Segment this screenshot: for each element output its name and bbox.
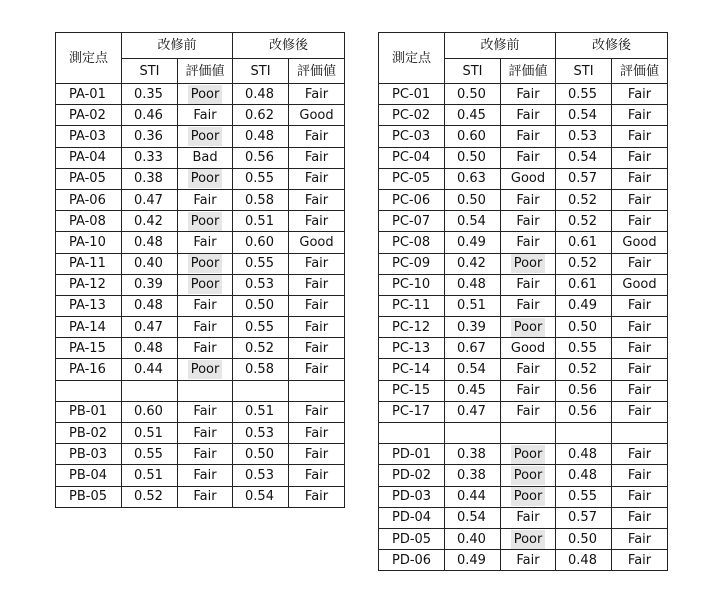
sti-after-cell: 0.54 [233,486,289,507]
rating-after-cell: Fair [612,189,668,210]
rating-after-cell: Good [612,274,668,295]
poor-rating-highlight: Poor [188,254,223,273]
table-row [379,253,668,274]
empty-cell [556,423,612,444]
rating-after-cell: Fair [612,211,668,232]
rating-after-cell: Fair [612,507,668,528]
sti-before-cell: 0.42 [122,211,178,232]
rating-after-cell: Good [289,105,345,126]
table-row [56,274,345,295]
empty-cell [122,380,178,401]
sti-after-cell: 0.56 [556,401,612,422]
measurement-point-cell: PC-07 [379,211,445,232]
header-measurement-point: 測定点 [379,33,445,84]
poor-rating-highlight: Poor [188,169,223,188]
sti-before-cell: 0.54 [445,507,501,528]
header-rating-after: 評価値 [289,59,345,84]
sti-before-cell: 0.52 [122,486,178,507]
table-row [56,359,345,380]
rating-after-cell: Fair [612,444,668,465]
measurement-point-cell: PA-11 [56,253,122,274]
rating-after-cell: Fair [289,486,345,507]
table-row [379,444,668,465]
sti-before-cell: 0.35 [122,84,178,105]
table-row [379,232,668,253]
measurement-point-cell: PC-02 [379,105,445,126]
sti-before-cell: 0.48 [122,232,178,253]
sti-before-cell: 0.54 [445,211,501,232]
sti-before-cell: 0.63 [445,168,501,189]
empty-cell [56,380,122,401]
sti-after-cell: 0.56 [233,147,289,168]
empty-cell [445,423,501,444]
table-row [379,147,668,168]
rating-after-cell: Fair [612,253,668,274]
table-row [56,84,345,105]
rating-after-cell: Fair [612,486,668,507]
sti-before-cell: 0.39 [122,274,178,295]
sti-after-cell: 0.52 [556,211,612,232]
rating-before-cell: Fair [501,84,556,105]
rating-before-cell: Fair [501,147,556,168]
rating-after-cell: Good [289,232,345,253]
rating-before-cell: Fair [501,401,556,422]
rating-after-cell: Fair [612,380,668,401]
rating-before-cell: Fair [178,105,233,126]
sti-before-cell: 0.51 [122,423,178,444]
sti-after-cell: 0.48 [233,126,289,147]
sti-before-cell: 0.46 [122,105,178,126]
rating-after-cell: Fair [612,528,668,549]
sti-before-cell: 0.42 [445,253,501,274]
sti-after-cell: 0.55 [233,253,289,274]
sti-before-cell: 0.36 [122,126,178,147]
empty-cell [379,423,445,444]
sti-after-cell: 0.50 [556,317,612,338]
measurement-point-cell: PA-15 [56,338,122,359]
table-row [379,507,668,528]
header-sti-after: STI [556,59,612,84]
table-row [379,486,668,507]
sti-after-cell: 0.56 [556,380,612,401]
sti-before-cell: 0.55 [122,444,178,465]
sti-before-cell: 0.48 [122,295,178,316]
rating-before-cell: Fair [501,211,556,232]
sti-after-cell: 0.53 [233,274,289,295]
sti-before-cell: 0.50 [445,147,501,168]
sti-after-cell: 0.55 [233,168,289,189]
table-row [56,317,345,338]
sti-after-cell: 0.54 [556,147,612,168]
table-row [379,528,668,549]
measurement-point-cell: PC-03 [379,126,445,147]
table-row [379,105,668,126]
sti-before-cell: 0.40 [122,253,178,274]
sti-after-cell: 0.55 [556,338,612,359]
rating-before-cell: Fair [178,189,233,210]
measurement-point-cell: PA-03 [56,126,122,147]
rating-before-cell [501,253,556,274]
table-row [379,401,668,422]
rating-before-cell [178,126,233,147]
rating-before-cell: Fair [178,295,233,316]
rating-before-cell: Fair [178,465,233,486]
sti-before-cell: 0.33 [122,147,178,168]
sti-after-cell: 0.52 [233,338,289,359]
measurement-point-cell: PA-08 [56,211,122,232]
measurement-point-cell: PC-01 [379,84,445,105]
header-before-renovation: 改修前 [122,33,233,59]
table-row [56,126,345,147]
table-row [379,465,668,486]
rating-before-cell: Fair [178,423,233,444]
rating-after-cell: Fair [612,84,668,105]
measurement-point-cell: PC-14 [379,359,445,380]
measurement-point-cell: PC-10 [379,274,445,295]
rating-after-cell: Fair [289,253,345,274]
sti-before-cell: 0.50 [445,84,501,105]
rating-after-cell: Fair [612,359,668,380]
rating-before-cell [501,528,556,549]
rating-before-cell [178,274,233,295]
rating-before-cell [178,253,233,274]
measurement-point-cell: PC-13 [379,338,445,359]
rating-after-cell: Fair [289,126,345,147]
measurement-point-cell: PA-10 [56,232,122,253]
rating-before-cell [501,444,556,465]
sti-before-cell: 0.47 [122,189,178,210]
table-row [379,295,668,316]
rating-before-cell: Fair [501,550,556,571]
table-row [56,401,345,422]
rating-before-cell: Fair [178,401,233,422]
rating-after-cell: Fair [612,465,668,486]
rating-before-cell: Fair [501,232,556,253]
measurement-point-cell: PB-01 [56,401,122,422]
sti-before-cell: 0.48 [445,274,501,295]
sti-after-cell: 0.51 [233,211,289,232]
measurement-point-cell: PC-09 [379,253,445,274]
sti-before-cell: 0.38 [445,444,501,465]
table-row [379,359,668,380]
measurement-point-cell: PD-02 [379,465,445,486]
sti-table-left [55,32,345,508]
rating-after-cell: Fair [289,317,345,338]
table-body [56,84,345,508]
sti-before-cell: 0.45 [445,380,501,401]
rating-after-cell: Fair [612,401,668,422]
sti-after-cell: 0.55 [556,486,612,507]
table-row [56,295,345,316]
measurement-point-cell: PA-13 [56,295,122,316]
table-row [379,274,668,295]
rating-before-cell [501,465,556,486]
rating-after-cell: Fair [289,211,345,232]
rating-before-cell: Fair [501,295,556,316]
sti-before-cell: 0.67 [445,338,501,359]
rating-after-cell: Fair [289,84,345,105]
measurement-point-cell: PD-06 [379,550,445,571]
rating-before-cell: Fair [501,507,556,528]
rating-before-cell [178,168,233,189]
poor-rating-highlight: Poor [188,85,223,104]
measurement-point-cell: PC-08 [379,232,445,253]
rating-before-cell: Fair [501,189,556,210]
sti-before-cell: 0.49 [445,232,501,253]
rating-after-cell: Fair [289,147,345,168]
measurement-point-cell: PC-04 [379,147,445,168]
table-row [56,168,345,189]
sti-before-cell: 0.49 [445,550,501,571]
rating-after-cell: Fair [289,295,345,316]
table-row [379,317,668,338]
measurement-point-cell: PB-04 [56,465,122,486]
table-row [56,232,345,253]
rating-after-cell: Fair [289,444,345,465]
sti-after-cell: 0.48 [556,444,612,465]
rating-after-cell: Fair [612,338,668,359]
sti-after-cell: 0.62 [233,105,289,126]
measurement-point-cell: PB-02 [56,423,122,444]
sti-before-cell: 0.48 [122,338,178,359]
table-row [56,105,345,126]
table-row [379,211,668,232]
table-row [56,423,345,444]
measurement-point-cell: PA-01 [56,84,122,105]
empty-cell [178,380,233,401]
sti-before-cell: 0.60 [445,126,501,147]
header-sti-before: STI [445,59,501,84]
rating-after-cell: Fair [289,359,345,380]
rating-before-cell: Fair [178,317,233,338]
table-row [56,338,345,359]
empty-cell [233,380,289,401]
sti-after-cell: 0.58 [233,189,289,210]
rating-before-cell [178,84,233,105]
poor-rating-highlight: Poor [511,466,546,485]
measurement-point-cell: PC-17 [379,401,445,422]
sti-after-cell: 0.50 [233,295,289,316]
sti-after-cell: 0.53 [556,126,612,147]
table-row [56,465,345,486]
measurement-point-cell: PC-12 [379,317,445,338]
group-separator-row [379,423,668,444]
rating-after-cell: Good [612,232,668,253]
measurement-point-cell: PA-12 [56,274,122,295]
sti-before-cell: 0.39 [445,317,501,338]
sti-before-cell: 0.40 [445,528,501,549]
sti-after-cell: 0.52 [556,253,612,274]
measurement-point-cell: PD-05 [379,528,445,549]
rating-after-cell: Fair [289,401,345,422]
header-rating-after: 評価値 [612,59,668,84]
poor-rating-highlight: Poor [188,275,223,294]
rating-after-cell: Fair [289,189,345,210]
sti-before-cell: 0.60 [122,401,178,422]
measurement-point-cell: PA-14 [56,317,122,338]
table-row [379,189,668,210]
rating-before-cell: Bad [178,147,233,168]
sti-before-cell: 0.51 [122,465,178,486]
rating-after-cell: Fair [289,465,345,486]
sti-after-cell: 0.55 [556,84,612,105]
sti-before-cell: 0.38 [122,168,178,189]
poor-rating-highlight: Poor [188,212,223,231]
header-after-renovation: 改修後 [556,33,668,59]
sti-after-cell: 0.53 [233,423,289,444]
rating-before-cell [501,486,556,507]
sti-after-cell: 0.60 [233,232,289,253]
rating-before-cell: Fair [501,359,556,380]
table-row [56,147,345,168]
sti-after-cell: 0.54 [556,105,612,126]
rating-before-cell: Fair [501,126,556,147]
sti-after-cell: 0.51 [233,401,289,422]
header-before-renovation: 改修前 [445,33,556,59]
rating-before-cell: Fair [501,274,556,295]
header-sti-before: STI [122,59,178,84]
sti-after-cell: 0.50 [556,528,612,549]
sti-after-cell: 0.61 [556,232,612,253]
measurement-point-cell: PA-04 [56,147,122,168]
rating-before-cell: Fair [501,380,556,401]
rating-after-cell: Fair [612,105,668,126]
sti-table-right [378,32,668,571]
sti-after-cell: 0.55 [233,317,289,338]
sti-before-cell: 0.50 [445,189,501,210]
rating-after-cell: Fair [612,126,668,147]
measurement-point-cell: PA-16 [56,359,122,380]
table-row [379,380,668,401]
rating-before-cell: Fair [178,232,233,253]
sti-after-cell: 0.53 [233,465,289,486]
rating-after-cell: Fair [612,295,668,316]
rating-before-cell [178,211,233,232]
measurement-point-cell: PC-06 [379,189,445,210]
poor-rating-highlight: Poor [511,530,546,549]
sti-after-cell: 0.48 [233,84,289,105]
sti-before-cell: 0.47 [122,317,178,338]
rating-after-cell: Fair [289,423,345,444]
measurement-point-cell: PC-11 [379,295,445,316]
rating-before-cell: Good [501,338,556,359]
poor-rating-highlight: Poor [188,127,223,146]
table-row [56,189,345,210]
rating-after-cell: Fair [612,147,668,168]
measurement-point-cell: PB-05 [56,486,122,507]
sti-after-cell: 0.48 [556,465,612,486]
poor-rating-highlight: Poor [511,487,546,506]
table-row [379,126,668,147]
table-row [379,338,668,359]
sti-after-cell: 0.61 [556,274,612,295]
rating-after-cell: Fair [612,317,668,338]
rating-after-cell: Fair [612,550,668,571]
measurement-point-cell: PA-05 [56,168,122,189]
rating-after-cell: Fair [289,168,345,189]
empty-cell [289,380,345,401]
table-row [56,486,345,507]
rating-before-cell: Fair [178,486,233,507]
rating-before-cell [501,317,556,338]
table-row [56,211,345,232]
sti-after-cell: 0.57 [556,507,612,528]
rating-after-cell: Fair [289,338,345,359]
header-rating-before: 評価値 [501,59,556,84]
rating-after-cell: Fair [612,168,668,189]
rating-before-cell: Good [501,168,556,189]
measurement-point-cell: PD-03 [379,486,445,507]
sti-after-cell: 0.52 [556,359,612,380]
table-body [379,84,668,571]
table-row [379,550,668,571]
group-separator-row [56,380,345,401]
poor-rating-highlight: Poor [511,445,546,464]
poor-rating-highlight: Poor [511,318,546,337]
empty-cell [501,423,556,444]
header-measurement-point: 測定点 [56,33,122,84]
rating-before-cell: Fair [178,338,233,359]
sti-before-cell: 0.38 [445,465,501,486]
header-rating-before: 評価値 [178,59,233,84]
measurement-point-cell: PD-01 [379,444,445,465]
sti-after-cell: 0.49 [556,295,612,316]
measurement-point-cell: PB-03 [56,444,122,465]
sti-before-cell: 0.44 [122,359,178,380]
poor-rating-highlight: Poor [188,360,223,379]
poor-rating-highlight: Poor [511,254,546,273]
table-row [379,168,668,189]
measurement-point-cell: PC-15 [379,380,445,401]
rating-after-cell: Fair [289,274,345,295]
measurement-point-cell: PA-02 [56,105,122,126]
sti-before-cell: 0.44 [445,486,501,507]
sti-before-cell: 0.54 [445,359,501,380]
sti-after-cell: 0.58 [233,359,289,380]
table-row [56,444,345,465]
rating-before-cell: Fair [178,444,233,465]
sti-after-cell: 0.57 [556,168,612,189]
table-row [56,253,345,274]
measurement-point-cell: PD-04 [379,507,445,528]
table-row [379,84,668,105]
sti-before-cell: 0.51 [445,295,501,316]
sti-after-cell: 0.48 [556,550,612,571]
sti-after-cell: 0.50 [233,444,289,465]
sti-after-cell: 0.52 [556,189,612,210]
sti-before-cell: 0.45 [445,105,501,126]
empty-cell [612,423,668,444]
header-after-renovation: 改修後 [233,33,345,59]
rating-before-cell: Fair [501,105,556,126]
header-sti-after: STI [233,59,289,84]
measurement-point-cell: PC-05 [379,168,445,189]
measurement-point-cell: PA-06 [56,189,122,210]
rating-before-cell [178,359,233,380]
sti-before-cell: 0.47 [445,401,501,422]
